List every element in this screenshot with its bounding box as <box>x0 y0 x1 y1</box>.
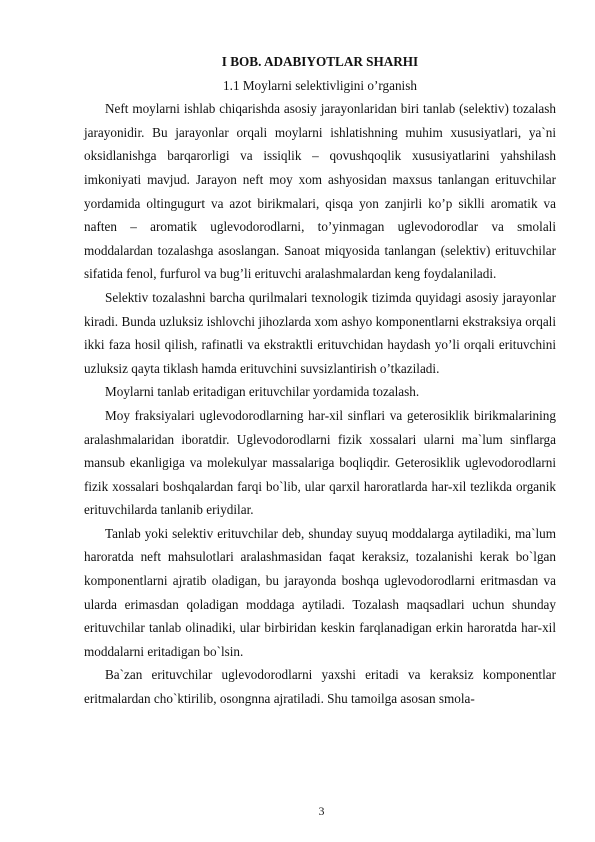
page-number: 3 <box>318 804 325 818</box>
paragraph-4: Moy fraksiyalari uglevodorodlarning har-xil sinflari va geterosiklik birikmalarining aralashmalaridan iboratdir. Uglevodorodlarni fizik xossalari ularni ma`lum sinflarga mansub ekanligiga va molekulyar massalariga boqliqdir. Geterosiklik uglevodorodlarni fizik xossalari boshqalardan farqi bo`lib, ular qarxil haroratlarda har-xil tezlikda organik erituvchilarda tanlanib eriydilar. <box>84 407 556 518</box>
paragraph-5: Tanlab yoki selektiv erituvchilar deb, shunday suyuq moddalarga aytiladiki, ma`lum haroratda neft mahsulotlari aralashmasidan faqat keraksiz, tozalanishi kerak bo`lgan komponentlarni ajratib oladigan, bu jarayonda boshqa uglevodorodlarni eritmasdan va ularda erimasdan qoladigan moddaga aytiladi. Tozalash maqsadlari uchun shunday erituvchilar tanlab olinadiki, ular birbiridan keskin farqlanadigan erkin haroratda har-xil moddalarni eritadigan bo`lsin. <box>84 525 556 659</box>
document-page <box>84 50 556 711</box>
section-title: 1.1 Moylarni selektivligini o’rganish <box>223 77 417 93</box>
paragraph-3: Moylarni tanlab eritadigan erituvchilar yordamida tozalash. <box>105 384 420 400</box>
paragraph-2: Selektiv tozalashni barcha qurilmalari texnologik tizimda quyidagi asosiy jarayonlar kiradi. Bunda uzluksiz ishlovchi jihozlarda xom ashyo komponentlarni ekstraksiya orqali ikki faza hosil qilish, rafinatli va ekstraktli erituvchidan haydash yo’li orqali erituvchini uzluksiz qayta tiklash hamda erituvchini suvsizlantirish o’tkaziladi. <box>84 289 556 376</box>
paragraph-1: Neft moylarni ishlab chiqarishda asosiy jarayonlaridan biri tanlab (selektiv) tozalash jarayonidir. Bu jarayonlar orqali moylarni ishlatishning muhim xususiyatlari, ya`ni oksidlanishga barqarorligi va issiqlik – qovushqoqlik xususiyatlarini yahshilash imkoniyati mavjud. Jarayon neft moy xom ashyosidan maxsus tanlangan erituvchilar yordamida oltingugurt va azot birikmalari, qisqa yon zanjirli ko’p siklli aromatik va naften – aromatik uglevodorodlarni, to’yinmagan uglevodorodlar va smolali moddalardan tozalashga asoslangan. Sanoat miqyosida tanlangan (selektiv) erituvchilar sifatida fenol, furfurol va bug’li erituvchi aralashmalardan keng foydalaniladi. <box>84 101 556 282</box>
paragraph-6: Ba`zan erituvchilar uglevodorodlarni yaxshi eritadi va keraksiz komponentlar eritmalardan cho`ktirilib, osongnna ajratiladi. Shu tamoilga asosan smola- <box>84 667 556 707</box>
chapter-title: I BOB. ADABIYOTLAR SHARHI <box>221 54 419 69</box>
